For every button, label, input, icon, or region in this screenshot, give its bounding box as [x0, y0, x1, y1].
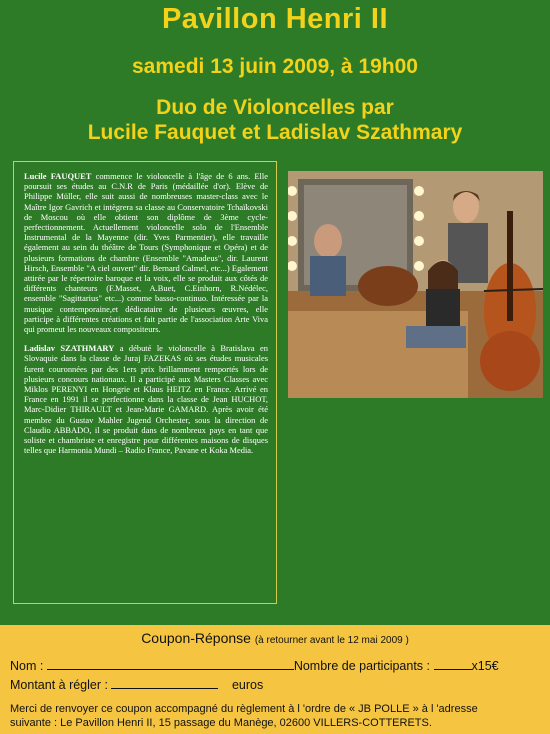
nom-field[interactable] — [47, 658, 294, 670]
price-label: x15€ — [471, 659, 499, 673]
biography-box — [13, 161, 277, 604]
musicians-photo — [288, 171, 543, 398]
ladislav-name: Ladislav SZATHMARY — [24, 343, 115, 354]
coupon-deadline: (à retourner avant le 12 mai 2009 ) — [254, 635, 409, 646]
coupon-note-line1: Merci de renvoyer ce coupon accompagné du règlement à l 'ordre de « JB POLLE » à l 'adresse — [10, 703, 478, 715]
page-title: Pavillon Henri II — [161, 3, 389, 35]
reply-coupon — [0, 625, 550, 734]
musicians-photo-illustration — [288, 171, 543, 398]
coupon-title: Coupon-Réponse — [141, 630, 251, 646]
duo-heading-line1: Duo de Violoncelles par — [156, 96, 394, 119]
duo-heading-line2: Lucile Fauquet et Ladislav Szathmary — [87, 121, 463, 144]
coupon-instructions — [10, 702, 540, 730]
participants-field[interactable] — [434, 658, 472, 670]
coupon-title-line — [0, 630, 550, 646]
participants-label: Nombre de participants : — [293, 659, 431, 673]
ladislav-bio — [24, 343, 268, 455]
coupon-line-amount — [10, 677, 540, 692]
lucile-name: Lucile FAUQUET — [24, 171, 92, 181]
coupon-line-name — [10, 658, 540, 673]
lucile-bio — [24, 171, 268, 334]
coupon-note-line2: suivante : Le Pavillon Henri II, 15 passage du Manège, 02600 VILLERS-COTTERETS. — [10, 717, 432, 729]
event-date: samedi 13 juin 2009, à 19h00 — [131, 55, 418, 78]
montant-label: Montant à régler : — [10, 678, 108, 692]
nom-label: Nom : — [10, 659, 44, 673]
ladislav-bio-text: a débuté le violoncelle à Bratislava en Slovaquie dans la classe de Juraj FAZEKAS où ses études musicales furent couronnées par des 1ers prix brillamment remportés lors de plusieurs concours nationaux. Il a participé aux Masters Classes avec Miklos PERENYI en Hongrie et Klaus HEITZ en France. Arrivé en France en 1991 il se perfectionne dans la classe de Jean HUCHOT, Marc-Didier THIRAULT et Jean-Marie GAMARD. Après avoir été membre du Gustav Mahler Jugend Orchester, sous la direction de Claudio ABBADO, il se produit dans de nombreux pays en tant que soliste et chambriste et enregistre pour différentes maisons de disques telles que Harmonia Mundi – Radio France, Pavane et Koka Media. — [24, 343, 269, 456]
euros-label: euros — [231, 678, 264, 692]
lucile-bio-text: commence le violoncelle à l'âge de 6 ans. Elle poursuit ses études au C.N.R de Paris (médaillée d'or). Elève de Philippe Müller, elle suit aussi de nombreuses master-class avec le Maître Igor Gavrich et intègrera sa classe au Conservatoire Tchaïkovski de Moscou où elle obtient son diplôme de 3ème cycle-perfectionnement. Actuellement violoncelle solo de l'Ensemble Instrumental de la Mayenne (dir. Yves Parmentier), elle travaille également au sein du théâtre de Tours (Symphonique et Opéra) et de plusieurs formations de chambre (Ensemble "Amadeus", dir. Laurent Hirsch, Ensemble "A ciel ouvert" dir. Bernard Calmel, etc...) Egalement attirée par le répertoire baroque et la voix, elle se produit aux côtés de différents chanteurs (F.Masset, A.Buet, C.Einhorn, R.Nédélec, ensemble "Sagittarius" etc...) comme basso-continuo. Intéressée par la musique contemporaine,et dédicataire de plusieurs œuvres, elle participe à différentes créations et fait partie de l'association Arte Viva qui promeut les nouveaux compositeurs. — [24, 171, 268, 335]
montant-field[interactable] — [111, 677, 218, 689]
